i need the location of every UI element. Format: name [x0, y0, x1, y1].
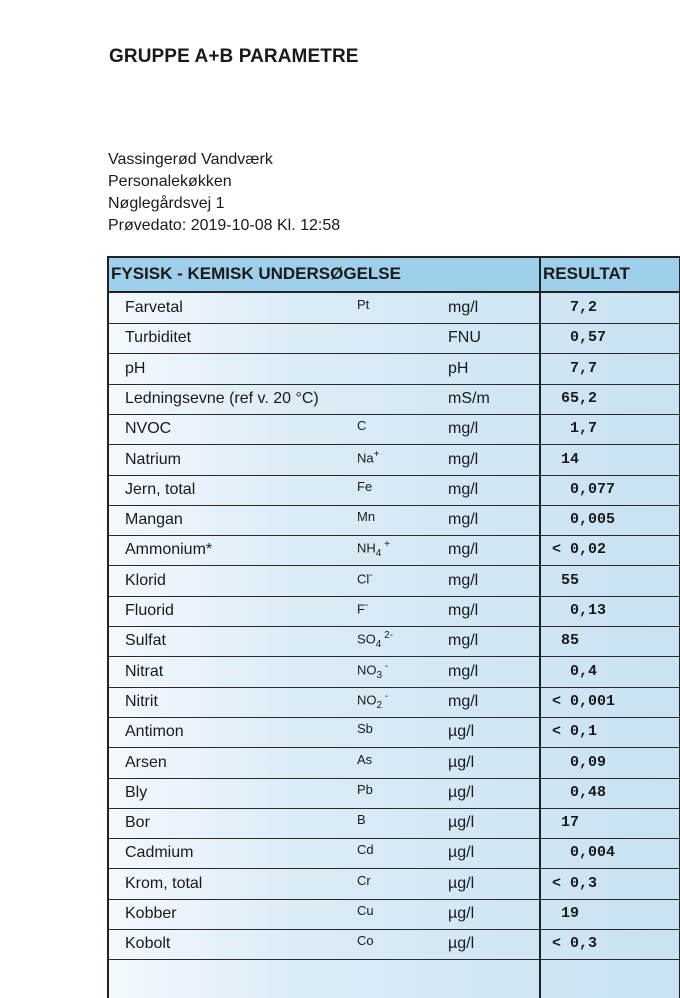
unit: µg/l — [448, 874, 475, 892]
result-value: 19 — [543, 905, 580, 922]
table-row — [109, 445, 680, 476]
table-row — [109, 354, 680, 385]
unit: mg/l — [448, 511, 479, 529]
chemical-symbol: Cd — [357, 842, 374, 858]
result-value: 1,7 — [543, 420, 598, 438]
unit: µg/l — [448, 935, 475, 953]
document-title: GRUPPE A+B PARAMETRE — [109, 46, 359, 67]
result-value: 0,57 — [543, 329, 607, 347]
unit: mg/l — [448, 299, 479, 316]
column-divider — [539, 258, 541, 998]
result-value: < 0,02 — [543, 541, 607, 559]
unit: µg/l — [448, 783, 475, 801]
parameter-name: Nitrat — [125, 662, 164, 680]
table-row — [109, 838, 680, 869]
result-value: 65,2 — [543, 389, 598, 407]
parameter-name: Antimon — [125, 723, 184, 741]
result-value: 85 — [543, 632, 580, 650]
unit: mg/l — [448, 480, 479, 498]
chemical-symbol: Cu — [357, 903, 374, 918]
parameter-name: Arsen — [125, 753, 167, 771]
result-value: 0,077 — [543, 480, 616, 498]
chemical-symbol: Fe — [357, 478, 373, 494]
parameter-name: Bly — [125, 783, 148, 801]
table-row — [109, 808, 680, 839]
table-row — [109, 899, 680, 930]
address-block — [108, 149, 340, 237]
parameter-name: Nitrit — [125, 692, 158, 710]
chemical-symbol: $NO_2$ - — [357, 690, 389, 711]
result-value: 0,13 — [543, 602, 607, 619]
unit: mg/l — [448, 662, 479, 680]
chemical-symbol: Pt — [357, 297, 370, 312]
table-row — [109, 687, 680, 718]
unit: mg/l — [448, 692, 479, 710]
unit: µg/l — [448, 844, 475, 862]
unit: mg/l — [448, 632, 479, 650]
result-value: 0,09 — [543, 753, 607, 771]
table-row — [109, 505, 680, 536]
result-value: 0,4 — [543, 662, 598, 680]
parameter-name: Cadmium — [125, 844, 194, 862]
chemical-symbol: Na+ — [357, 448, 380, 465]
chemical-symbol: Cr — [357, 872, 371, 888]
result-value: 7,2 — [543, 299, 598, 316]
unit: µg/l — [448, 723, 475, 741]
parameter-name: pH — [125, 359, 146, 377]
result-value: 0,005 — [543, 511, 616, 529]
result-value: 55 — [543, 571, 580, 589]
chemical-symbol: Sb — [357, 721, 373, 737]
parameter-name: Farvetal — [125, 299, 183, 316]
table-row — [109, 535, 680, 566]
chemical-symbol: As — [357, 751, 373, 767]
chemical-symbol: F- — [357, 600, 369, 617]
parameter-name: Klorid — [125, 571, 166, 589]
unit: µg/l — [448, 814, 475, 832]
chemical-symbol: Cl- — [357, 569, 373, 587]
unit: mS/m — [448, 389, 490, 407]
result-value: < 0,001 — [543, 692, 616, 710]
unit: FNU — [448, 329, 481, 347]
table-row — [109, 778, 680, 809]
address-line-location: Personalekøkken — [108, 173, 232, 190]
parameter-name: Jern, total — [125, 480, 196, 498]
chemical-symbol: Mn — [357, 509, 376, 525]
table-row — [109, 596, 680, 627]
parameter-name: Sulfat — [125, 632, 166, 650]
sample-date: Prøvedato: 2019-10-08 Kl. 12:58 — [108, 217, 341, 234]
unit: µg/l — [448, 905, 475, 922]
table-row — [109, 566, 680, 597]
parameter-name: NVOC — [125, 420, 172, 438]
chemical-symbol: C — [357, 418, 367, 434]
result-value: < 0,1 — [543, 723, 598, 741]
address-line-street: Nøglegårdsvej 1 — [108, 195, 225, 212]
table-row — [109, 384, 680, 415]
address-line-name: Vassingerød Vandværk — [108, 151, 273, 168]
table-row — [109, 414, 680, 445]
parameter-name: Kobber — [125, 905, 177, 922]
table-row — [109, 323, 680, 354]
unit: mg/l — [448, 602, 479, 619]
table-row — [109, 869, 680, 900]
parameter-name: Kobolt — [125, 935, 171, 953]
unit: mg/l — [448, 571, 479, 589]
unit: µg/l — [448, 753, 475, 771]
result-value: 7,7 — [543, 359, 598, 377]
unit: mg/l — [448, 420, 479, 438]
parameter-name: Mangan — [125, 511, 183, 529]
table-row — [109, 717, 680, 748]
results-table — [107, 256, 680, 998]
parameter-name: Krom, total — [125, 874, 203, 892]
header-result-label: RESULTAT — [543, 264, 630, 283]
unit: mg/l — [448, 541, 479, 559]
table-row — [109, 748, 680, 779]
parameter-name: Ledningsevne (ref v. 20 °C) — [125, 389, 319, 407]
chemical-symbol: $NO_3$ - — [357, 660, 389, 681]
header-section-label: FYSISK - KEMISK UNDERSØGELSE — [111, 264, 401, 283]
chemical-symbol: $NH_4$ + — [357, 539, 390, 560]
parameter-name: Turbiditet — [125, 329, 192, 347]
table-row — [109, 657, 680, 688]
table-row — [109, 293, 680, 324]
parameter-name: Fluorid — [125, 602, 174, 619]
result-value: 0,48 — [543, 783, 607, 801]
unit: mg/l — [448, 450, 479, 468]
chemical-symbol: Pb — [357, 781, 373, 797]
table-header — [109, 258, 680, 293]
table-row — [109, 626, 680, 657]
parameter-name: Ammonium* — [125, 541, 213, 559]
result-value: 17 — [543, 814, 580, 832]
chemical-symbol: Co — [357, 933, 374, 949]
parameter-name: Bor — [125, 814, 150, 832]
table-row — [109, 929, 680, 960]
chemical-symbol: $SO_4$ $^{2-}$ — [357, 630, 394, 651]
result-value: < 0,3 — [543, 874, 598, 892]
result-value: < 0,3 — [543, 935, 598, 953]
unit: pH — [448, 359, 469, 377]
parameter-name: Natrium — [125, 450, 182, 468]
result-value: 14 — [543, 450, 580, 468]
table-row — [109, 475, 680, 506]
result-value: 0,004 — [543, 844, 616, 862]
chemical-symbol: B — [357, 812, 366, 828]
